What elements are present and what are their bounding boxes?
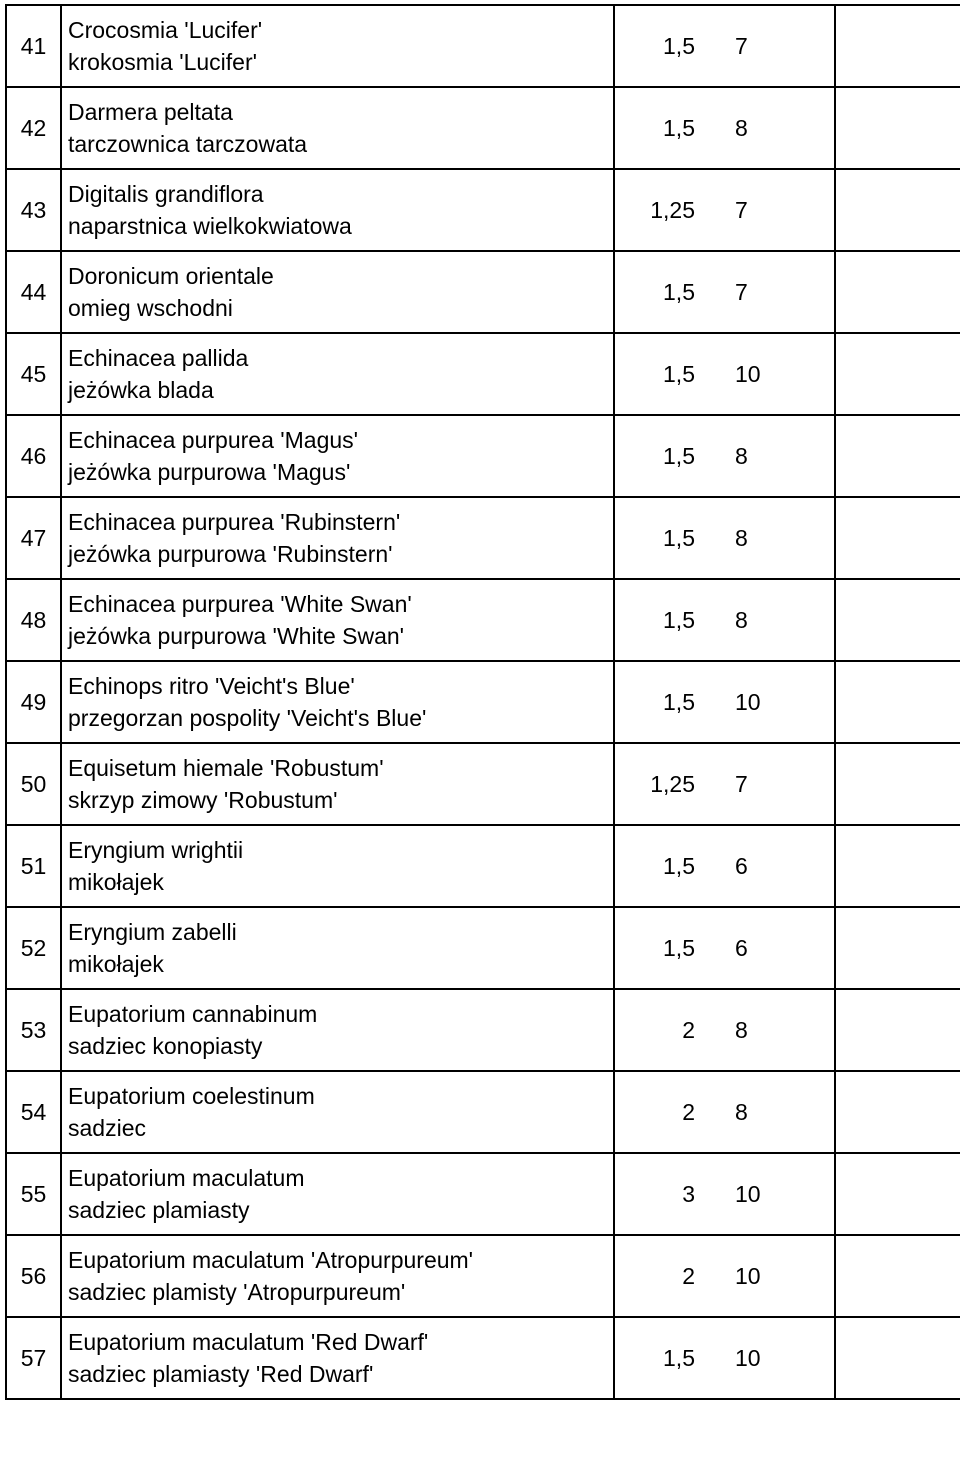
plant-name-cell — [61, 415, 614, 497]
row-number: 43 — [6, 169, 61, 251]
row-number: 47 — [6, 497, 61, 579]
empty-cell — [835, 1235, 960, 1317]
polish-name: jeżówka purpurowa 'Magus' — [68, 459, 351, 485]
plant-name-cell — [61, 661, 614, 743]
value-b-cell: 6 — [705, 825, 835, 907]
table-row — [6, 497, 960, 579]
latin-name: Eupatorium cannabinum — [68, 1001, 318, 1027]
table-row — [6, 5, 960, 87]
latin-name: Eryngium zabelli — [68, 919, 237, 945]
latin-name: Crocosmia 'Lucifer' — [68, 17, 263, 43]
polish-name: skrzyp zimowy 'Robustum' — [68, 787, 338, 813]
latin-name: Eryngium wrightii — [68, 837, 244, 863]
value-b-cell: 8 — [705, 415, 835, 497]
plant-name-cell — [61, 497, 614, 579]
empty-cell — [835, 415, 960, 497]
row-number: 54 — [6, 1071, 61, 1153]
table-row — [6, 743, 960, 825]
value-b-cell: 10 — [705, 333, 835, 415]
plant-name-cell — [61, 1235, 614, 1317]
empty-cell — [835, 743, 960, 825]
empty-cell — [835, 907, 960, 989]
table-row — [6, 1235, 960, 1317]
plant-name-cell — [61, 87, 614, 169]
value-a-cell: 1,5 — [614, 497, 705, 579]
empty-cell — [835, 579, 960, 661]
empty-cell — [835, 1317, 960, 1399]
row-number: 41 — [6, 5, 61, 87]
table-row — [6, 169, 960, 251]
empty-cell — [835, 5, 960, 87]
plant-table-body — [6, 5, 960, 1399]
plant-name-cell — [61, 989, 614, 1071]
latin-name: Eupatorium coelestinum — [68, 1083, 315, 1109]
value-a-cell: 2 — [614, 1235, 705, 1317]
plant-name-cell — [61, 1153, 614, 1235]
value-a-cell: 1,5 — [614, 5, 705, 87]
row-number: 48 — [6, 579, 61, 661]
row-number: 56 — [6, 1235, 61, 1317]
plant-name-cell — [61, 1317, 614, 1399]
row-number: 42 — [6, 87, 61, 169]
plant-name-cell — [61, 579, 614, 661]
polish-name: sadziec plamiasty — [68, 1197, 250, 1223]
polish-name: jeżówka blada — [68, 377, 214, 403]
polish-name: sadziec konopiasty — [68, 1033, 263, 1059]
table-row — [6, 1071, 960, 1153]
value-a-cell: 2 — [614, 1071, 705, 1153]
value-a-cell: 1,5 — [614, 415, 705, 497]
empty-cell — [835, 1071, 960, 1153]
value-b-cell: 8 — [705, 497, 835, 579]
latin-name: Eupatorium maculatum 'Atropurpureum' — [68, 1247, 474, 1273]
table-row — [6, 661, 960, 743]
polish-name: krokosmia 'Lucifer' — [68, 49, 258, 75]
plant-name-cell — [61, 169, 614, 251]
plant-name-cell — [61, 825, 614, 907]
value-b-cell: 7 — [705, 169, 835, 251]
latin-name: Eupatorium maculatum — [68, 1165, 305, 1191]
polish-name: omieg wschodni — [68, 295, 233, 321]
latin-name: Doronicum orientale — [68, 263, 274, 289]
value-b-cell: 8 — [705, 579, 835, 661]
value-b-cell: 8 — [705, 989, 835, 1071]
value-a-cell: 1,5 — [614, 333, 705, 415]
polish-name: naparstnica wielkokwiatowa — [68, 213, 352, 239]
latin-name: Digitalis grandiflora — [68, 181, 264, 207]
polish-name: mikołajek — [68, 951, 164, 977]
latin-name: Equisetum hiemale 'Robustum' — [68, 755, 384, 781]
plant-name-cell — [61, 907, 614, 989]
row-number: 46 — [6, 415, 61, 497]
latin-name: Eupatorium maculatum 'Red Dwarf' — [68, 1329, 429, 1355]
table-row — [6, 989, 960, 1071]
value-b-cell: 7 — [705, 743, 835, 825]
row-number: 55 — [6, 1153, 61, 1235]
value-b-cell: 10 — [705, 1235, 835, 1317]
empty-cell — [835, 825, 960, 907]
value-b-cell: 8 — [705, 87, 835, 169]
value-a-cell: 1,25 — [614, 743, 705, 825]
table-row — [6, 333, 960, 415]
plant-name-cell — [61, 743, 614, 825]
value-b-cell: 7 — [705, 5, 835, 87]
latin-name: Echinacea purpurea 'Magus' — [68, 427, 359, 453]
plant-name-cell — [61, 333, 614, 415]
polish-name: sadziec — [68, 1115, 146, 1141]
row-number: 51 — [6, 825, 61, 907]
value-a-cell: 1,5 — [614, 1317, 705, 1399]
latin-name: Darmera peltata — [68, 99, 233, 125]
empty-cell — [835, 661, 960, 743]
table-row — [6, 415, 960, 497]
value-a-cell: 1,25 — [614, 169, 705, 251]
row-number: 52 — [6, 907, 61, 989]
empty-cell — [835, 333, 960, 415]
empty-cell — [835, 1153, 960, 1235]
empty-cell — [835, 251, 960, 333]
value-b-cell: 7 — [705, 251, 835, 333]
table-row — [6, 579, 960, 661]
polish-name: sadziec plamisty 'Atropurpureum' — [68, 1279, 406, 1305]
value-a-cell: 1,5 — [614, 251, 705, 333]
empty-cell — [835, 87, 960, 169]
row-number: 45 — [6, 333, 61, 415]
latin-name: Echinops ritro 'Veicht's Blue' — [68, 673, 355, 699]
value-b-cell: 10 — [705, 661, 835, 743]
plant-table — [5, 4, 960, 1400]
row-number: 50 — [6, 743, 61, 825]
empty-cell — [835, 989, 960, 1071]
table-row — [6, 1153, 960, 1235]
empty-cell — [835, 169, 960, 251]
value-a-cell: 3 — [614, 1153, 705, 1235]
row-number: 49 — [6, 661, 61, 743]
polish-name: przegorzan pospolity 'Veicht's Blue' — [68, 705, 427, 731]
table-row — [6, 87, 960, 169]
value-b-cell: 10 — [705, 1317, 835, 1399]
value-a-cell: 2 — [614, 989, 705, 1071]
value-a-cell: 1,5 — [614, 907, 705, 989]
polish-name: jeżówka purpurowa 'White Swan' — [68, 623, 405, 649]
table-row — [6, 907, 960, 989]
value-a-cell: 1,5 — [614, 661, 705, 743]
row-number: 57 — [6, 1317, 61, 1399]
row-number: 53 — [6, 989, 61, 1071]
value-b-cell: 6 — [705, 907, 835, 989]
value-b-cell: 8 — [705, 1071, 835, 1153]
plant-name-cell — [61, 5, 614, 87]
value-a-cell: 1,5 — [614, 87, 705, 169]
empty-cell — [835, 497, 960, 579]
latin-name: Echinacea pallida — [68, 345, 249, 371]
latin-name: Echinacea purpurea 'White Swan' — [68, 591, 412, 617]
value-a-cell: 1,5 — [614, 579, 705, 661]
polish-name: jeżówka purpurowa 'Rubinstern' — [68, 541, 393, 567]
plant-name-cell — [61, 1071, 614, 1153]
row-number: 44 — [6, 251, 61, 333]
table-row — [6, 1317, 960, 1399]
value-b-cell: 10 — [705, 1153, 835, 1235]
table-row — [6, 251, 960, 333]
polish-name: tarczownica tarczowata — [68, 131, 308, 157]
plant-name-cell — [61, 251, 614, 333]
value-a-cell: 1,5 — [614, 825, 705, 907]
polish-name: mikołajek — [68, 869, 164, 895]
latin-name: Echinacea purpurea 'Rubinstern' — [68, 509, 401, 535]
polish-name: sadziec plamiasty 'Red Dwarf' — [68, 1361, 374, 1387]
table-row — [6, 825, 960, 907]
